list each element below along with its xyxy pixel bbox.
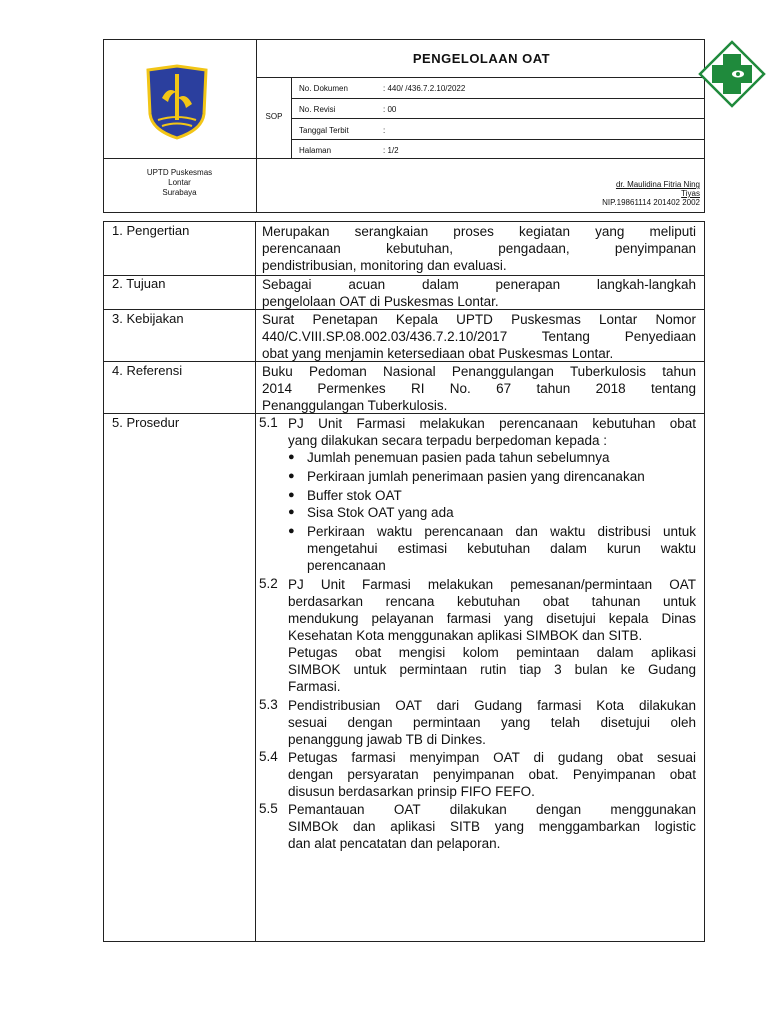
section-text-referensi: Buku Pedoman Nasional Penanggulangan Tuberkulosis tahun 2014 Permenkes RI No. 67 tahun 2018 tentang Penanggulangan Tuberkulosis. [262, 364, 696, 413]
step-5-2-text: PJ Unit Farmasi melakukan pemesanan/permintaan OAT berdasarkan rencana kebutuhan obat tahunan untuk mendukung pelayanan farmasi yang disetujui kepala Dinas Kesehatan Kota menggunakan aplikasi SIMBOK dan SITB. Petugas obat mengisi kolom pemintaan dalam aplikasi SIMBOK untuk permintaan rutin tiap 3 bulan ke Gudang Farmasi. [288, 577, 696, 694]
step-5-3-text: Pendistribusian OAT dari Gudang farmasi Kota dilakukan sesuai dengan permintaan yang telah disetujui oleh penanggung jawab TB di Dinkes. [288, 698, 696, 747]
step-5-1-text: PJ Unit Farmasi melakukan perencanaan kebutuhan obat yang dilakukan secara terpadu berpedoman kepada : [288, 416, 696, 448]
meta-label-tanggal: Tanggal Terbit [299, 126, 349, 135]
puskesmas-logo [698, 40, 766, 108]
step-number: 5.2 [259, 576, 278, 591]
step-number: 5.1 [259, 415, 278, 430]
section-label-referensi: 4. Referensi [112, 363, 183, 378]
step-number: 5.5 [259, 801, 278, 816]
header-divider [291, 118, 705, 119]
meta-label-dokumen: No. Dokumen [299, 84, 348, 93]
meta-value-tanggal: : [383, 126, 386, 135]
organization-name: UPTD Puskesmas Lontar Surabaya [146, 168, 213, 197]
signatory-name: dr. Maulidina Fitria Ning [615, 180, 700, 189]
step-number: 5.3 [259, 697, 278, 712]
section-label-prosedur: 5. Prosedur [112, 415, 180, 430]
surabaya-crest-logo [144, 64, 210, 140]
header-divider [291, 98, 705, 99]
step-5-5-text: Pemantauan OAT dilakukan dengan menggunakan SIMBOk dan aplikasi SITB yang menggambarkan logistic dan alat pencatatan dan pelaporan. [288, 802, 696, 851]
bullet-item: Sisa Stok OAT yang ada [307, 505, 454, 520]
meta-value-dokumen: : 440/ /436.7.2.10/2022 [383, 84, 466, 93]
bullet-item: Perkiraan jumlah penerimaan pasien yang direncanakan [307, 469, 645, 484]
bullet-item: Perkiraan waktu perencanaan dan waktu distribusi untuk mengetahui estimasi kebutuhan dalam kurun waktu perencanaan [307, 524, 696, 573]
signatory-nip: NIP.19861114 201402 2002 [602, 198, 700, 207]
bullet-dot: ● [288, 489, 295, 501]
bullet-item: Jumlah penemuan pasien pada tahun sebelumnya [307, 450, 610, 465]
section-text-kebijakan: Surat Penetapan Kepala UPTD Puskesmas Lontar Nomor 440/C.VIII.SP.08.002.03/436.7.2.10/2017 Tentang Penyediaan obat yang menjamin ketersediaan obat Puskesmas Lontar. [262, 312, 696, 361]
meta-label-halaman: Halaman [299, 146, 332, 155]
table-column-divider [255, 221, 256, 942]
step-number: 5.4 [259, 749, 278, 764]
section-text-tujuan: Sebagai acuan dalam penerapan langkah-langkah pengelolaan OAT di Puskesmas Lontar. [262, 277, 696, 309]
section-text-pengertian: Merupakan serangkaian proses kegiatan yang meliputi perencanaan kebutuhan, pengadaan, penyimpanan pendistribusian, monitoring dan evaluasi. [262, 224, 696, 273]
bullet-dot: ● [288, 451, 295, 463]
signatory [540, 180, 700, 207]
section-label-pengertian: 1. Pengertian [112, 223, 190, 238]
bullet-dot: ● [288, 470, 295, 482]
bullet-item: Buffer stok OAT [307, 488, 402, 503]
sop-label: SOP [265, 112, 283, 121]
document-title: PENGELOLAAN OAT [412, 50, 551, 66]
meta-value-halaman: : 1/2 [383, 146, 399, 155]
section-label-tujuan: 2. Tujuan [112, 276, 166, 291]
header-divider [291, 139, 705, 140]
header-divider [256, 39, 257, 213]
bullet-dot: ● [288, 525, 295, 537]
header-divider [103, 158, 705, 159]
signatory-name-cont: Tiyas [681, 189, 700, 198]
bullet-dot: ● [288, 506, 295, 518]
step-5-4-text: Petugas farmasi menyimpan OAT di gudang obat sesuai dengan persyaratan penyimpanan obat. Penyimpanan obat disusun berdasarkan prinsip FIFO FEFO. [288, 750, 696, 799]
header-divider [256, 77, 705, 78]
meta-label-revisi: No. Revisi [299, 105, 336, 114]
section-label-kebijakan: 3. Kebijakan [112, 311, 184, 326]
meta-value-revisi: : 00 [383, 105, 397, 114]
